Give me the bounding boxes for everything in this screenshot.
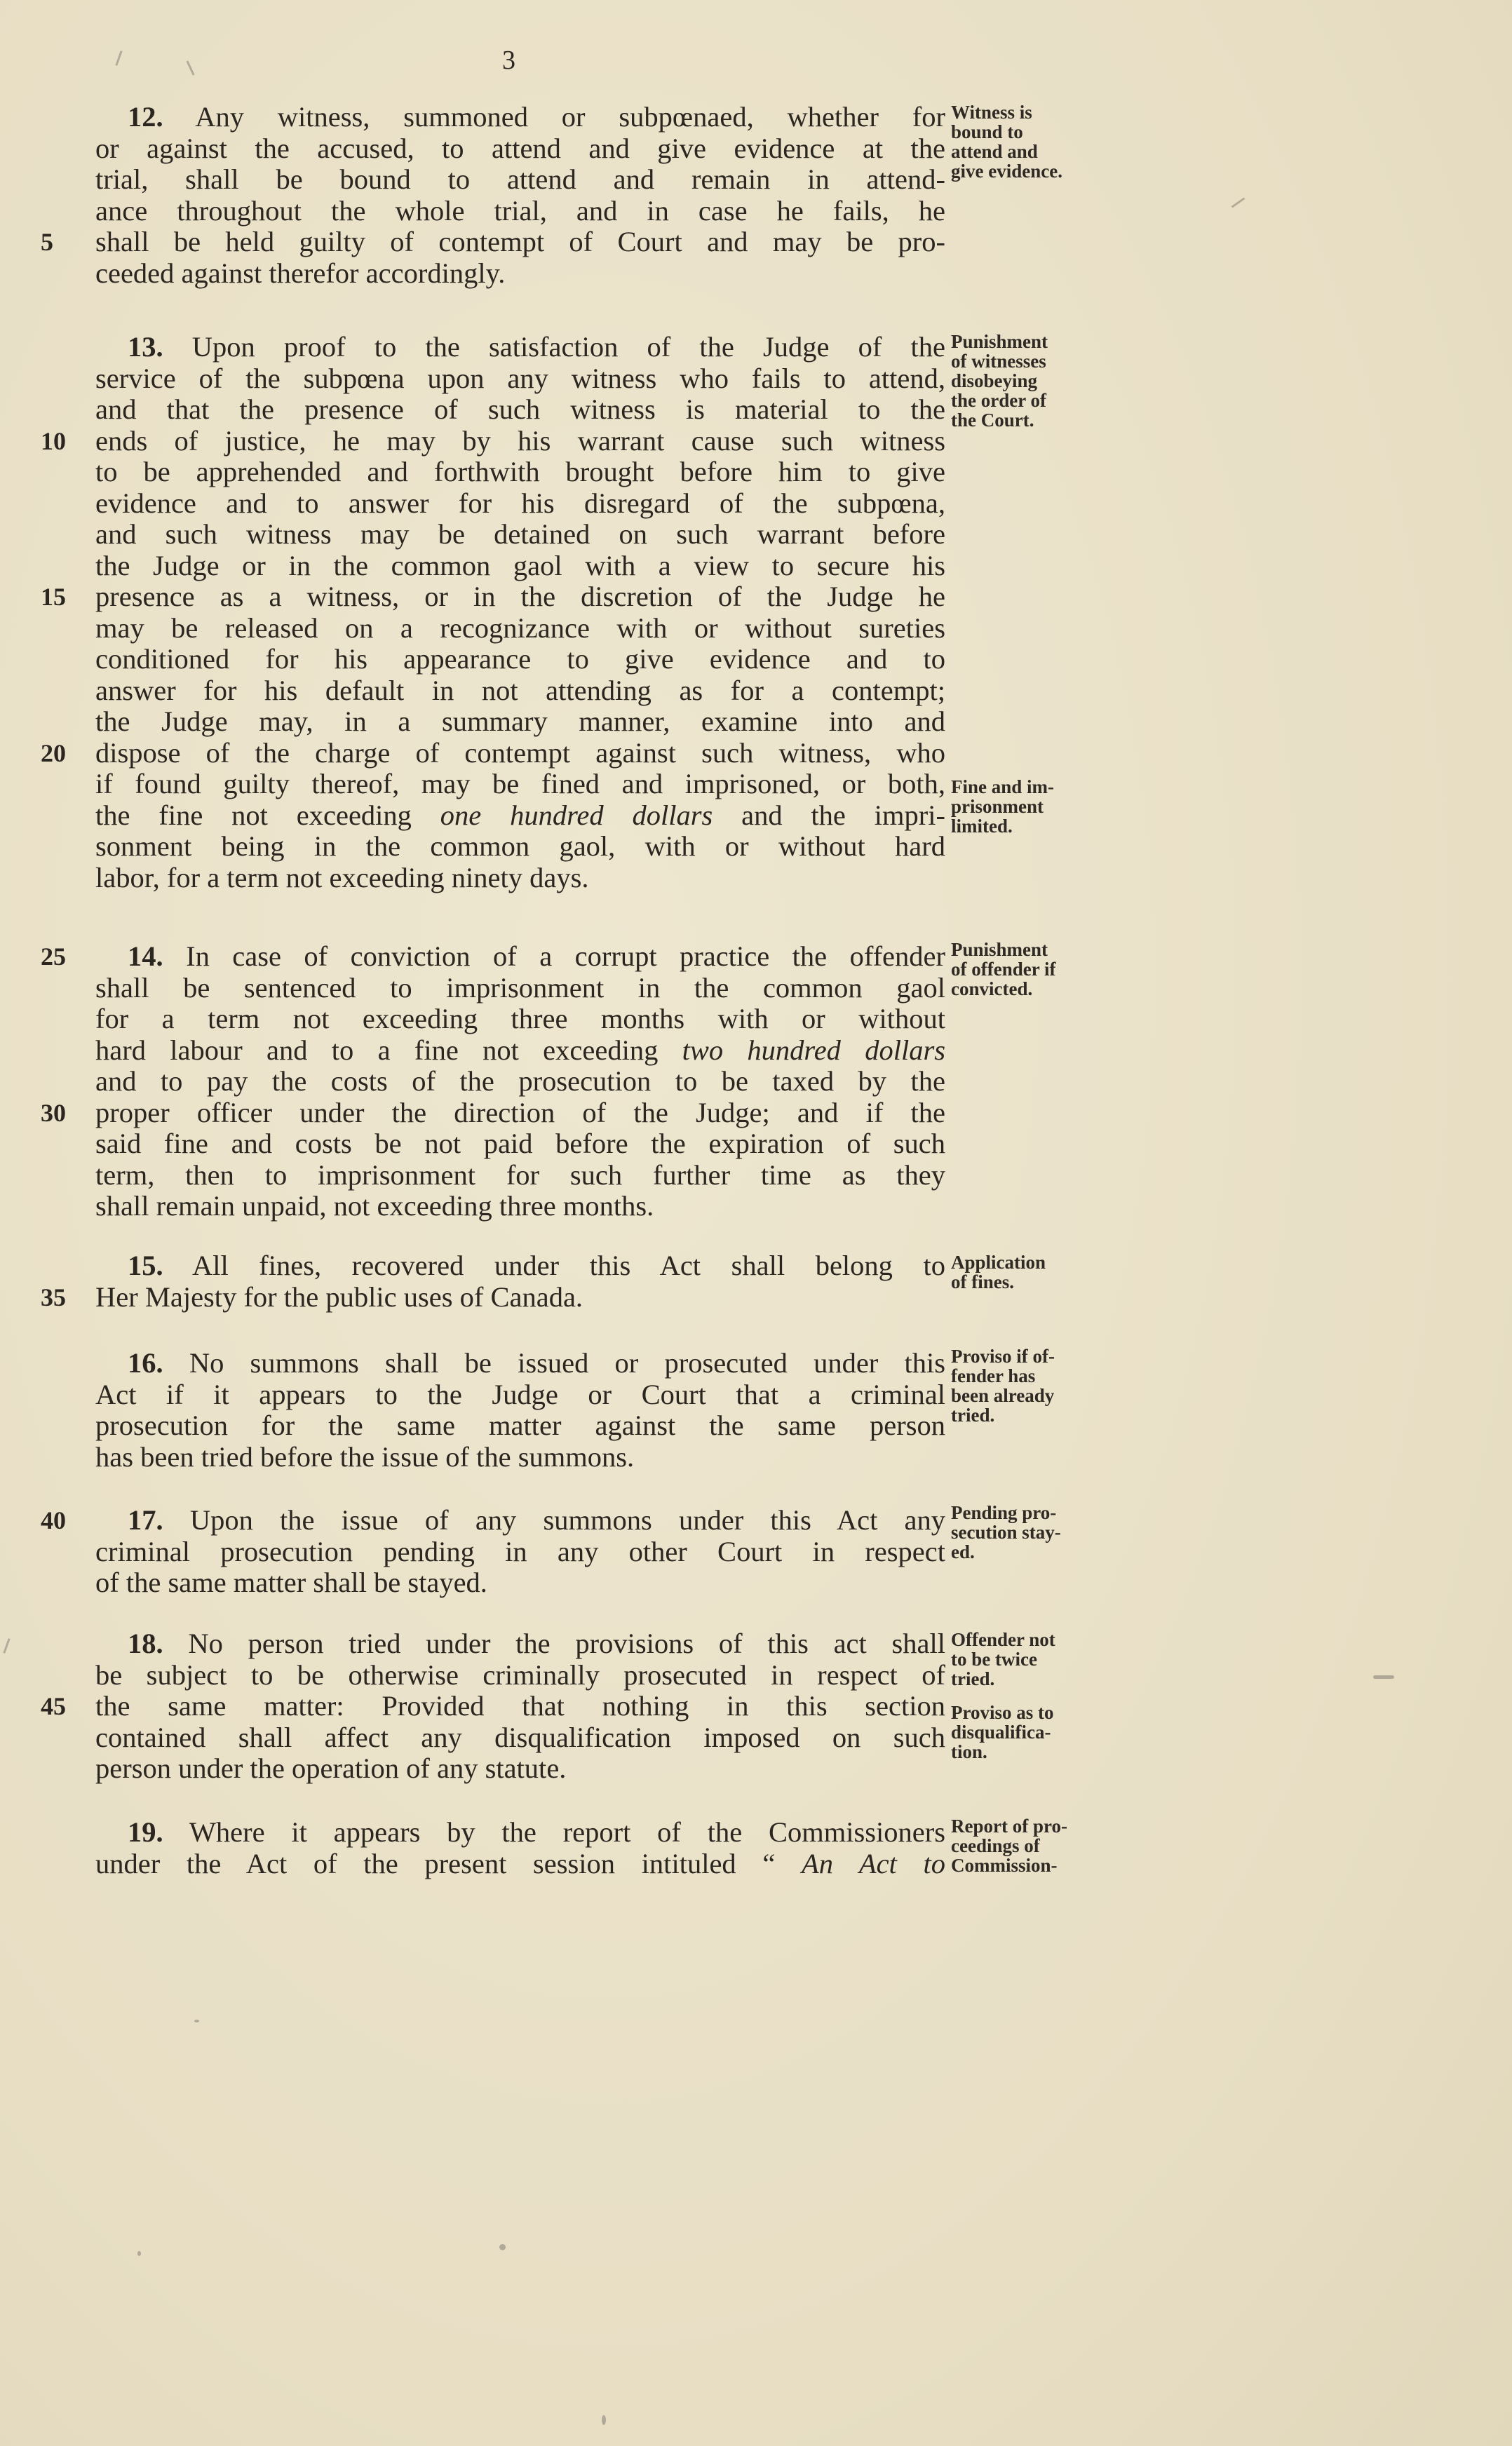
text-line [95,1348,945,1379]
section-number: 18. [128,1628,163,1659]
line-text: prosecution for the same matter against the same person [95,1410,945,1441]
margin-note [951,1252,1112,1292]
line-text: Any witness, summoned or subpœnaed, whether for [195,101,945,133]
text-line [95,1128,945,1160]
note-line: bound to [951,121,1023,142]
text-line [95,133,945,165]
note-line: disobeying [951,370,1038,391]
section-number: 16. [128,1347,163,1379]
text-line [41,1504,945,1536]
text-line [95,1066,945,1097]
line-text: and that the presence of such witness is material to the [95,393,945,425]
section-19 [95,1817,945,1879]
text-line [95,363,945,395]
text-line [95,394,945,426]
section-number: 13. [128,331,163,363]
text-line [95,863,945,894]
text-line [95,1250,945,1282]
line-text: if found guilty thereof, may be fined and imprisoned, or both, [95,768,945,799]
line-text: be subject to be otherwise criminally prosecuted in respect of [95,1658,945,1691]
note-line: Proviso if of- [951,1346,1055,1367]
text-line [95,1628,945,1660]
text-line [95,675,945,707]
line-text: shall remain unpaid, not exceeding three months. [95,1190,654,1222]
note-line: prisonment [951,796,1044,817]
line-number: 35 [41,1283,66,1311]
text-line: the fine not exceeding one hundred dollars and the impri- [95,799,945,831]
line-text: ance throughout the whole trial, and in case he fails, he [95,194,945,227]
paper-speck [1373,1675,1394,1679]
note-line: disqualifica- [951,1722,1051,1743]
note-line: attend and [951,141,1038,162]
text-line [95,1410,945,1442]
text-line [95,164,945,196]
text-line [95,196,945,227]
line-number: 20 [41,738,66,767]
note-line: tried. [951,1405,995,1426]
note-line: to be twice [951,1649,1037,1670]
line-number: 10 [41,426,66,455]
line-text: In case of conviction of a corrupt practice the offender [186,940,945,972]
section-number: 19. [128,1816,163,1848]
line-text: and to pay the costs of the prosecution to be taxed by the [95,1065,945,1097]
line-number: 40 [41,1506,66,1534]
text-line [41,1096,945,1129]
line-text: No summons shall be issued or prosecuted under this [189,1347,946,1379]
line-number: 30 [41,1098,66,1127]
text-line [95,1442,945,1473]
note-line: Pending pro- [951,1502,1057,1523]
text-line: hard labour and to a fine not exceeding two hundred dollars [95,1034,945,1066]
note-line: fender has [951,1365,1036,1386]
line-text: No person tried under the provisions of this act shall [188,1628,946,1659]
section-number: 12. [128,101,163,133]
note-line: of fines. [951,1271,1014,1292]
note-line: give evidence. [951,161,1062,182]
note-line: limited. [951,816,1013,837]
text-line [95,1379,945,1411]
section-15 [41,1250,946,1313]
note-line: convicted. [951,978,1033,999]
text-line [95,519,945,550]
note-line: tried. [951,1668,995,1689]
line-text: term, then to imprisonment for such further time as they [95,1158,945,1191]
note-line: ceedings of [951,1835,1040,1856]
text-line [95,332,945,363]
line-text: shall be held guilty of contempt of Court and may be pro- [95,226,945,257]
line-text: labor, for a term not exceeding ninety days. [95,861,589,893]
note-line: the Court. [951,410,1034,431]
margin-note [951,332,1112,430]
section-18 [41,1628,946,1785]
text-line [95,258,945,290]
line-text: has been tried before the issue of the summons. [95,1440,635,1473]
note-line: secution stay- [951,1522,1061,1543]
line-text: ends of justice, he may by his warrant cause such witness [95,424,945,457]
line-text: presence as a witness, or in the discretion of the Judge he [95,581,945,612]
note-line: tion. [951,1741,987,1762]
note-line: Punishment [951,331,1048,352]
margin-note [951,777,1112,836]
line-text: service of the subpœna upon any witness who fails to attend, [95,362,945,394]
line-text: Upon proof to the satisfaction of the Judge of the [191,331,945,363]
paper-speck [137,2251,141,2256]
line-text: All fines, recovered under this Act shall belong to [191,1250,946,1281]
text-line [95,769,945,800]
section-number: 14. [128,940,163,972]
text-line [95,1191,945,1222]
note-line: of witnesses [951,351,1046,372]
line-text: the Judge or in the common gaol with a view to secure his [95,549,945,581]
text-line [95,706,945,738]
line-text: the Judge may, in a summary manner, examine into and [95,705,945,737]
note-line: Application [951,1252,1046,1273]
text-line: under the Act of the present session intituled “ An Act to [95,1847,945,1879]
text-line [41,1690,945,1722]
paper-mark [1231,197,1246,208]
note-line: Report of pro- [951,1816,1067,1837]
text-line [95,1660,945,1691]
text-line [95,1817,945,1849]
text-line [95,613,945,644]
line-text: shall be sentenced to imprisonment in the common gaol [95,971,945,1004]
section-12 [41,101,945,289]
emphasis-title: An Act to [801,1847,945,1879]
text-line [41,940,945,973]
line-text: sonment being in the common gaol, with or without hard [95,830,945,862]
paper-speck [194,2020,199,2022]
margin-note [951,1346,1112,1425]
paper-mark [186,60,194,75]
note-line: Offender not [951,1629,1055,1650]
note-line: been already [951,1385,1055,1406]
line-text: for a term not exceeding three months with or without [95,1003,945,1034]
line-text: contained shall affect any disqualification imposed on such [95,1721,945,1753]
paper-speck [499,2244,506,2250]
text-line [41,1281,945,1313]
note-line: Witness is [951,102,1032,123]
note-line: ed. [951,1541,975,1562]
text-line [95,973,945,1004]
margin-note [951,1503,1112,1562]
line-text: may be released on a recognizance with or without sureties [95,612,945,644]
text-line [95,1753,945,1785]
margin-note [951,940,1112,999]
section-13 [41,331,945,893]
note-line: Punishment [951,939,1048,960]
line-text: and such witness may be detained on such warrant before [95,518,945,550]
line-text: ceeded against therefor accordingly. [95,257,506,289]
margin-note [951,1816,1112,1875]
note-line: Fine and im- [951,776,1055,797]
text-line [41,581,945,613]
text-line [95,457,945,488]
section-14 [41,940,945,1222]
section-17 [41,1504,945,1599]
note-line: of offender if [951,959,1056,980]
text-line [41,226,945,258]
line-text: proper officer under the direction of the Judge; and if the [95,1096,945,1128]
page-number: 3 [502,46,515,75]
line-number: 25 [41,942,66,971]
text-line [95,550,945,582]
line-text: Where it appears by the report of the Commissioners [189,1816,945,1848]
paper-speck [602,2415,606,2425]
line-text: conditioned for his appearance to give evidence and to [95,643,945,675]
section-number: 17. [128,1504,163,1536]
margin-note [951,1703,1112,1762]
line-text: criminal prosecution pending in any other Court in respect [95,1535,945,1567]
line-text: Act if it appears to the Judge or Court that a criminal [95,1378,945,1410]
text-line [95,488,945,520]
line-text: dispose of the charge of contempt against such witness, who [95,736,945,769]
paper-mark [115,50,122,66]
section-number: 15. [128,1250,163,1281]
text-line [95,102,945,133]
line-text: the same matter: Provided that nothing in this section [95,1690,945,1722]
emphasis-amount: two hundred dollars [682,1034,945,1066]
text-line [95,1160,945,1191]
paper-mark [3,1638,10,1654]
text-line [41,736,945,769]
line-number: 15 [41,583,66,611]
margin-note [951,102,1112,181]
note-line: Commission- [951,1855,1058,1876]
line-text: Her Majesty for the public uses of Canada. [95,1281,583,1313]
line-text: said fine and costs be not paid before the expiration of such [95,1128,945,1159]
section-16 [95,1348,945,1473]
text-line [95,1004,945,1035]
text-line [95,831,945,863]
line-text: or against the accused, to attend and give evidence at the [95,132,945,164]
line-number: 45 [41,1692,66,1720]
text-line [95,1722,945,1754]
line-text: person under the operation of any statute. [95,1752,567,1784]
line-text: to be apprehended and forthwith brought before him to give [95,456,945,487]
line-text: of the same matter shall be stayed. [95,1567,487,1598]
note-line: the order of [951,390,1046,411]
note-line: Proviso as to [951,1702,1054,1723]
line-text: answer for his default in not attending as for a contempt; [95,674,945,706]
line-text: Upon the issue of any summons under this Act any [189,1504,945,1536]
emphasis-amount: one hundred dollars [440,799,713,831]
text-line [95,644,945,675]
line-text: evidence and to answer for his disregard of the subpœna, [95,487,945,519]
text-line [95,1536,945,1568]
text-line [95,1567,945,1599]
line-text: trial, shall be bound to attend and remain in attend- [95,163,945,195]
margin-note [951,1630,1112,1689]
line-number: 5 [41,228,53,256]
text-line [41,424,945,457]
